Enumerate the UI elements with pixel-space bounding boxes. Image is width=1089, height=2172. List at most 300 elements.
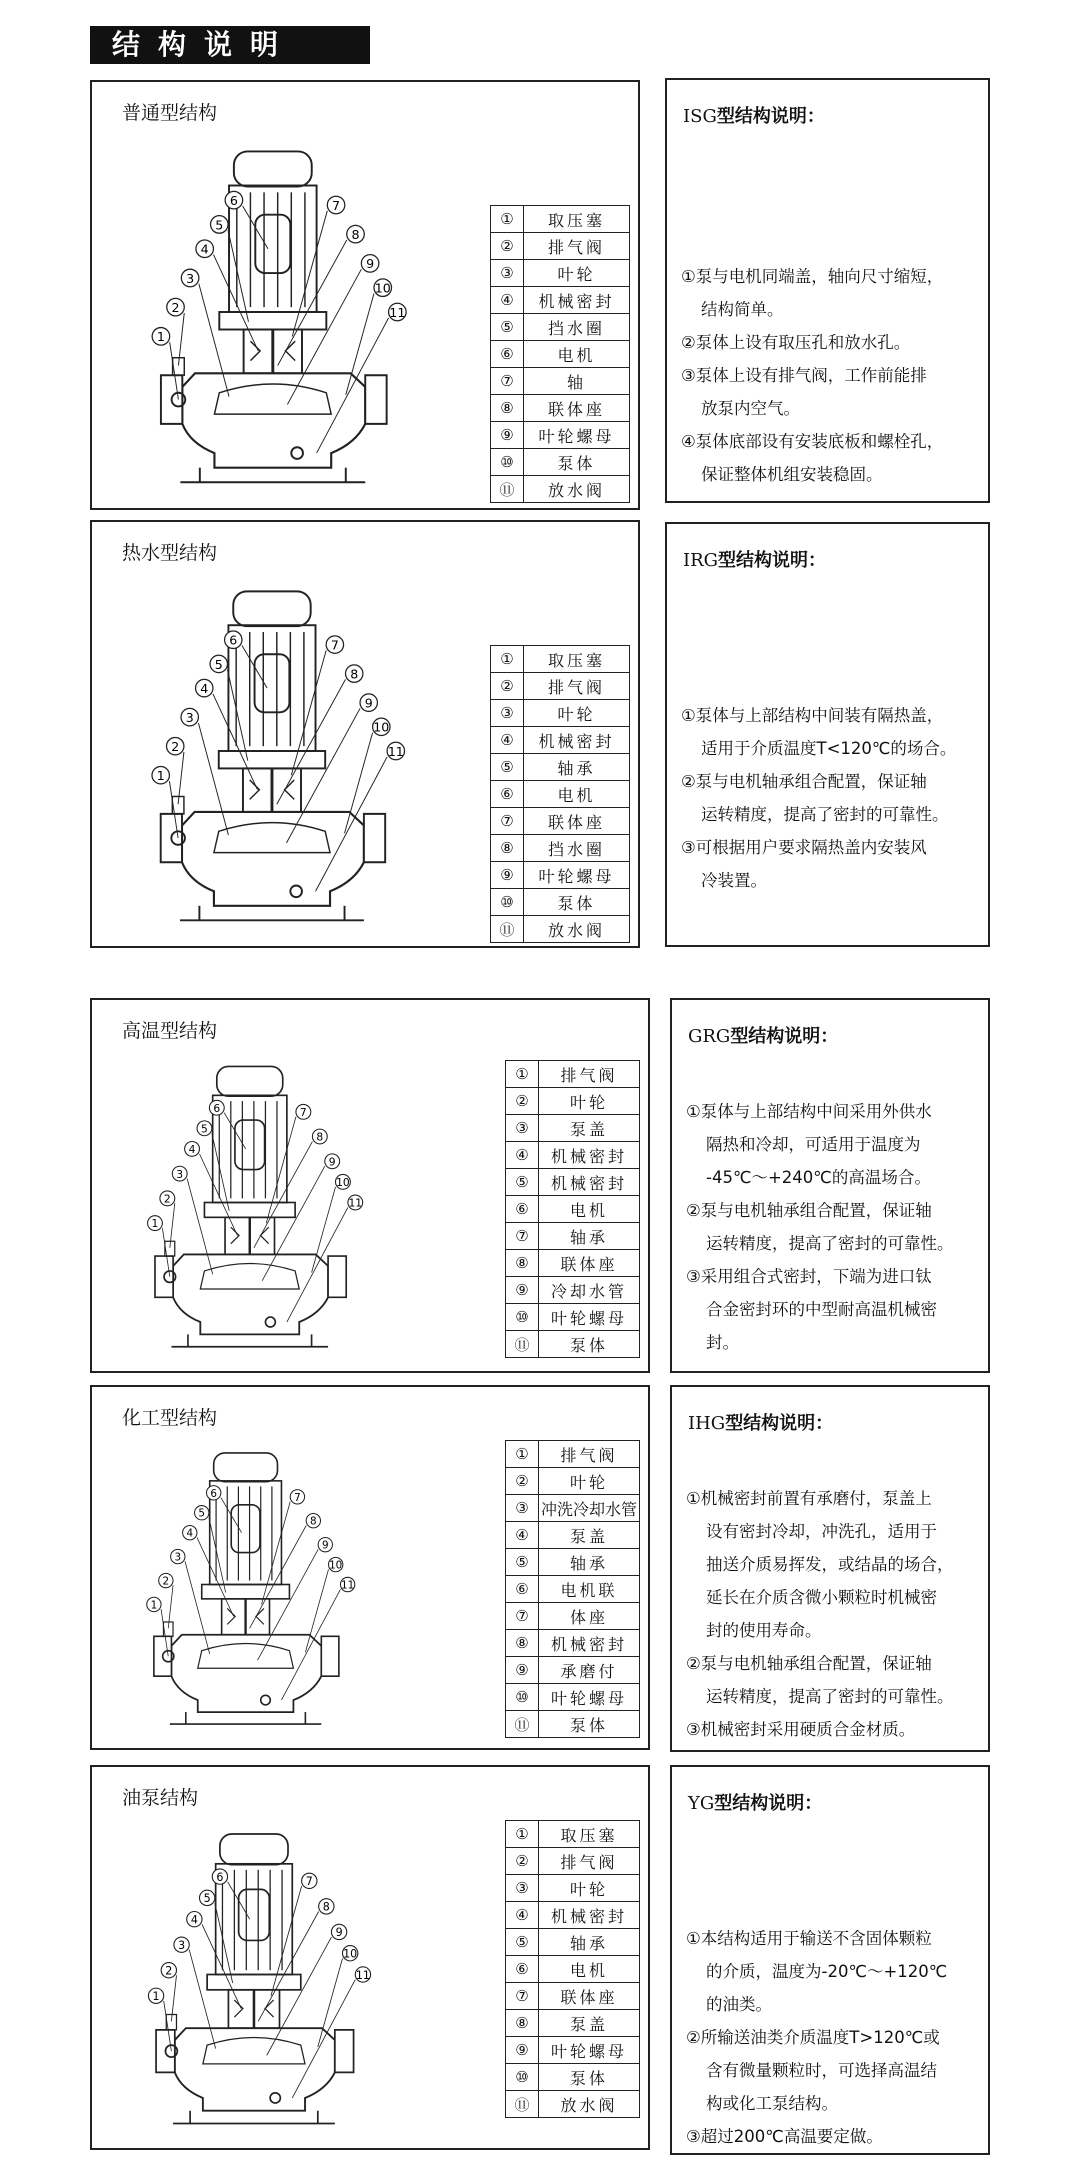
parts-row xyxy=(491,422,630,449)
part-number: ⑦ xyxy=(506,1603,539,1630)
description-lines xyxy=(686,1922,978,2153)
outlet-flange xyxy=(321,1636,339,1676)
parts-row xyxy=(491,476,630,503)
part-number: ④ xyxy=(491,727,524,754)
part-number: ① xyxy=(491,646,524,673)
part-number: ⑨ xyxy=(491,422,524,449)
parts-row xyxy=(491,368,630,395)
title-suffix: 型结构说明： xyxy=(730,1026,839,1047)
part-number: ⑥ xyxy=(506,1956,539,1983)
part-number: ⑨ xyxy=(491,862,524,889)
parts-row xyxy=(506,1468,640,1495)
parts-row xyxy=(506,2010,640,2037)
callout-number: 8 xyxy=(322,1900,330,1914)
part-number: ③ xyxy=(506,1115,539,1142)
parts-row xyxy=(506,2091,640,2118)
diagram-title: 化工型结构 xyxy=(122,1407,218,1429)
callout-number: 1 xyxy=(156,329,165,345)
part-name: 机械密封 xyxy=(539,1630,640,1657)
parts-row xyxy=(506,1657,640,1684)
part-name: 叶轮 xyxy=(539,1088,640,1115)
callout-number: 1 xyxy=(156,768,165,784)
parts-row xyxy=(491,727,630,754)
part-number: ⑨ xyxy=(506,1277,539,1304)
parts-row xyxy=(506,1441,640,1468)
part-number: ⑩ xyxy=(506,1304,539,1331)
part-number: ⑩ xyxy=(491,449,524,476)
callout-number: 11 xyxy=(387,743,404,759)
motor-fan-cover xyxy=(233,591,310,626)
motor-flange xyxy=(204,1203,295,1218)
pump-casing xyxy=(182,373,365,467)
part-name: 排气阀 xyxy=(524,233,630,260)
part-number: ⑥ xyxy=(506,1196,539,1223)
callout-number: 7 xyxy=(305,1875,313,1889)
pump-diagram xyxy=(122,572,412,930)
parts-row xyxy=(506,1983,640,2010)
part-number: ⑥ xyxy=(491,341,524,368)
part-name: 机械密封 xyxy=(539,1902,640,1929)
part-name: 挡水圈 xyxy=(524,314,630,341)
description-line: 含有微量颗粒时，可选择高温结 xyxy=(706,2061,937,2080)
pump-drawing xyxy=(148,1834,370,2123)
callout-number: 4 xyxy=(200,241,209,257)
terminal-box xyxy=(255,654,290,712)
part-name: 轴承 xyxy=(539,1929,640,1956)
callout-number: 7 xyxy=(332,197,341,213)
part-name: 泵盖 xyxy=(539,2010,640,2037)
pump-drawing xyxy=(152,151,406,482)
callout-number: 10 xyxy=(336,1176,350,1190)
description-line: ③可根据用户要求隔热盖内安装风 xyxy=(681,838,927,857)
callout-number: 10 xyxy=(374,280,391,296)
callout-number: 11 xyxy=(348,1196,363,1210)
part-name: 放水阀 xyxy=(539,2091,640,2118)
model-code: IRG xyxy=(683,550,719,571)
callout-number: 11 xyxy=(341,1579,355,1592)
callout-number: 9 xyxy=(335,1926,343,1940)
callout-number: 9 xyxy=(364,695,373,711)
title-suffix: 型结构说明： xyxy=(725,1413,834,1434)
callout-number: 1 xyxy=(150,1599,158,1612)
parts-row xyxy=(506,1223,640,1250)
description-title xyxy=(688,1789,822,1815)
part-name: 冲洗冷却水管 xyxy=(539,1495,640,1522)
description-line: 隔热和冷却，可适用于温度为 xyxy=(706,1135,921,1154)
part-name: 叶轮螺母 xyxy=(524,862,630,889)
part-name: 叶轮螺母 xyxy=(539,1304,640,1331)
description-line: ①泵体与上部结构中间采用外供水 xyxy=(686,1102,932,1121)
part-name: 电机 xyxy=(539,1956,640,1983)
parts-table xyxy=(505,1440,640,1738)
part-name: 电机 xyxy=(539,1196,640,1223)
parts-row xyxy=(506,1576,640,1603)
part-number: ⑤ xyxy=(506,1169,539,1196)
part-number: ⑤ xyxy=(506,1929,539,1956)
callout-number: 4 xyxy=(190,1913,198,1927)
callout-number: 9 xyxy=(366,256,375,272)
description-panel xyxy=(670,998,990,1373)
parts-row xyxy=(506,1875,640,1902)
description-line: ①泵体与上部结构中间装有隔热盖， xyxy=(681,706,944,725)
callout-number: 8 xyxy=(351,227,360,243)
parts-row xyxy=(491,781,630,808)
part-number: ① xyxy=(506,1061,539,1088)
callout-number: 4 xyxy=(200,680,209,696)
pump-diagram xyxy=(122,1050,369,1355)
callout-number: 7 xyxy=(294,1491,301,1504)
motor-flange xyxy=(219,751,325,768)
part-name: 排气阀 xyxy=(539,1848,640,1875)
part-number: ② xyxy=(506,1088,539,1115)
part-number: ③ xyxy=(506,1875,539,1902)
pump-casing xyxy=(182,812,364,906)
callout-number: 2 xyxy=(171,739,180,754)
part-name: 轴 xyxy=(524,368,630,395)
part-number: ① xyxy=(506,1821,539,1848)
terminal-box xyxy=(239,1889,270,1940)
description-lines xyxy=(681,260,978,491)
parts-row xyxy=(506,1603,640,1630)
motor-fan-cover xyxy=(234,151,312,186)
part-number: ⑪ xyxy=(491,916,524,943)
parts-row xyxy=(491,808,630,835)
description-line: 封。 xyxy=(706,1333,739,1352)
terminal-box xyxy=(255,215,290,273)
callout-number: 3 xyxy=(174,1551,182,1564)
part-name: 轴承 xyxy=(539,1223,640,1250)
part-name: 冷却水管 xyxy=(539,1277,640,1304)
part-name: 联体座 xyxy=(539,1250,640,1277)
callout-number: 6 xyxy=(210,1487,217,1500)
description-line: 抽送介质易挥发，或结晶的场合， xyxy=(706,1555,954,1574)
part-number: ⑥ xyxy=(506,1576,539,1603)
callout-number: 11 xyxy=(389,304,406,320)
part-number: ⑩ xyxy=(506,1684,539,1711)
parts-row xyxy=(506,1250,640,1277)
parts-row xyxy=(506,1277,640,1304)
parts-row xyxy=(506,1088,640,1115)
parts-row xyxy=(491,314,630,341)
callout-number: 3 xyxy=(176,1167,184,1181)
description-line: 适用于介质温度T<120℃的场合。 xyxy=(701,739,957,758)
parts-row xyxy=(506,1630,640,1657)
description-line: ②泵体上设有取压孔和放水孔。 xyxy=(681,333,911,352)
description-line: 的介质，温度为-20℃～+120℃ xyxy=(706,1962,948,1981)
part-number: ⑤ xyxy=(506,1549,539,1576)
description-line: ②泵与电机轴承组合配置，保证轴 xyxy=(686,1201,932,1220)
part-number: ⑥ xyxy=(491,781,524,808)
description-line: -45℃～+240℃的高温场合。 xyxy=(706,1168,931,1187)
part-name: 泵盖 xyxy=(539,1115,640,1142)
model-code: IHG xyxy=(688,1413,726,1434)
description-title xyxy=(683,546,826,572)
title-suffix: 型结构说明： xyxy=(716,106,825,127)
description-line: ①泵与电机同端盖，轴向尺寸缩短， xyxy=(681,267,944,286)
part-name: 泵体 xyxy=(539,1711,640,1738)
part-name: 轴承 xyxy=(539,1549,640,1576)
parts-row xyxy=(506,1848,640,1875)
callout-number: 7 xyxy=(330,637,339,653)
parts-row xyxy=(506,2037,640,2064)
part-name: 放水阀 xyxy=(524,476,630,503)
description-line: ③超过200℃高温要定做。 xyxy=(686,2127,883,2146)
parts-row xyxy=(491,889,630,916)
parts-row xyxy=(506,2064,640,2091)
part-name: 体座 xyxy=(539,1603,640,1630)
part-name: 取压塞 xyxy=(539,1821,640,1848)
description-line: ③采用组合式密封，下端为进口钛 xyxy=(686,1267,932,1286)
callout-number: 5 xyxy=(214,656,223,672)
motor-fan-cover xyxy=(217,1066,283,1096)
part-number: ④ xyxy=(506,1522,539,1549)
parts-row xyxy=(506,1956,640,1983)
parts-row xyxy=(506,1821,640,1848)
motor-flange xyxy=(207,1975,301,1990)
part-number: ⑦ xyxy=(506,1223,539,1250)
pump-drawing xyxy=(148,1066,363,1346)
outlet-flange xyxy=(365,375,386,424)
pump-drawing xyxy=(152,591,405,920)
callout-number: 5 xyxy=(201,1122,208,1136)
description-line: 合金密封环的中型耐高温机械密 xyxy=(706,1300,937,1319)
part-name: 叶轮螺母 xyxy=(524,422,630,449)
parts-row xyxy=(506,1331,640,1358)
part-name: 排气阀 xyxy=(539,1441,640,1468)
part-number: ② xyxy=(491,673,524,700)
parts-row xyxy=(506,1169,640,1196)
pump-drawing xyxy=(147,1453,355,1724)
callout-number: 5 xyxy=(203,1892,211,1906)
part-number: ③ xyxy=(491,700,524,727)
part-number: ⑧ xyxy=(491,395,524,422)
parts-row xyxy=(506,1684,640,1711)
description-line: 延长在介质含微小颗粒时机械密 xyxy=(706,1588,937,1607)
part-name: 联体座 xyxy=(524,808,630,835)
parts-table xyxy=(505,1060,640,1358)
description-line: 运转精度，提高了密封的可靠性。 xyxy=(706,1687,954,1706)
description-line: ①本结构适用于输送不含固体颗粒 xyxy=(686,1929,932,1948)
description-title xyxy=(688,1022,838,1048)
part-number: ⑦ xyxy=(506,1983,539,2010)
part-number: ⑤ xyxy=(491,754,524,781)
part-number: ⑪ xyxy=(506,1331,539,1358)
part-number: ② xyxy=(506,1848,539,1875)
part-name: 排气阀 xyxy=(539,1061,640,1088)
callout-number: 1 xyxy=(152,1990,160,2004)
parts-row xyxy=(491,673,630,700)
description-title xyxy=(683,102,825,128)
part-name: 放水阀 xyxy=(524,916,630,943)
parts-row xyxy=(491,646,630,673)
callout-number: 6 xyxy=(216,1870,224,1884)
part-name: 叶轮螺母 xyxy=(539,2037,640,2064)
outlet-flange xyxy=(328,1256,346,1297)
motor-flange xyxy=(202,1585,290,1599)
part-name: 机械密封 xyxy=(524,727,630,754)
callout-number: 9 xyxy=(328,1155,336,1169)
parts-row xyxy=(506,1549,640,1576)
callout-number: 11 xyxy=(355,1968,370,1982)
parts-row xyxy=(506,1495,640,1522)
description-panel xyxy=(665,78,990,503)
part-number: ① xyxy=(491,206,524,233)
title-suffix: 型结构说明： xyxy=(718,550,827,571)
description-title xyxy=(688,1409,833,1435)
parts-row xyxy=(491,449,630,476)
part-name: 取压塞 xyxy=(524,646,630,673)
part-name: 泵体 xyxy=(524,449,630,476)
part-number: ⑧ xyxy=(491,835,524,862)
callout-number: 3 xyxy=(186,270,195,286)
callout-number: 4 xyxy=(186,1527,194,1540)
description-line: 放泵内空气。 xyxy=(701,399,800,418)
parts-table xyxy=(490,205,630,503)
diagram-title: 油泵结构 xyxy=(122,1787,199,1809)
part-name: 泵体 xyxy=(524,889,630,916)
part-number: ⑩ xyxy=(491,889,524,916)
part-name: 叶轮 xyxy=(524,700,630,727)
part-number: ① xyxy=(506,1441,539,1468)
part-number: ④ xyxy=(506,1142,539,1169)
parts-row xyxy=(491,260,630,287)
description-line: ①机械密封前置有承磨付，泵盖上 xyxy=(686,1489,932,1508)
callout-number: 10 xyxy=(343,1947,358,1961)
description-line: 运转精度，提高了密封的可靠性。 xyxy=(701,805,949,824)
callout-number: 8 xyxy=(316,1130,324,1144)
parts-row xyxy=(491,395,630,422)
outlet-flange xyxy=(364,814,385,862)
part-name: 叶轮 xyxy=(539,1875,640,1902)
callout-number: 3 xyxy=(178,1938,186,1952)
callout-number: 10 xyxy=(329,1559,343,1572)
parts-row xyxy=(506,1902,640,1929)
parts-row xyxy=(491,916,630,943)
part-name: 叶轮螺母 xyxy=(539,1684,640,1711)
description-line: ③泵体上设有排气阀，工作前能排 xyxy=(681,366,927,385)
part-number: ⑦ xyxy=(491,368,524,395)
part-name: 电机联 xyxy=(539,1576,640,1603)
callout-number: 2 xyxy=(165,1964,173,1978)
motor-flange xyxy=(219,312,326,330)
pump-diagram xyxy=(122,1437,361,1732)
description-lines xyxy=(686,1482,978,1746)
part-name: 排气阀 xyxy=(524,673,630,700)
part-number: ③ xyxy=(506,1495,539,1522)
part-number: ④ xyxy=(506,1902,539,1929)
parts-row xyxy=(506,1142,640,1169)
pump-casing xyxy=(171,1635,321,1712)
parts-row xyxy=(491,835,630,862)
callout-number: 8 xyxy=(310,1515,317,1528)
parts-row xyxy=(491,700,630,727)
callout-number: 10 xyxy=(373,719,390,735)
diagram-title: 高温型结构 xyxy=(122,1020,218,1042)
parts-row xyxy=(506,1304,640,1331)
part-name: 轴承 xyxy=(524,754,630,781)
parts-row xyxy=(506,1115,640,1142)
part-number: ⑪ xyxy=(491,476,524,503)
description-lines xyxy=(681,699,978,897)
parts-row xyxy=(506,1711,640,1738)
callout-number: 1 xyxy=(151,1217,159,1231)
description-line: 保证整体机组安装稳固。 xyxy=(701,465,883,484)
pump-diagram xyxy=(122,1817,377,2132)
description-lines xyxy=(686,1095,978,1359)
part-name: 挡水圈 xyxy=(524,835,630,862)
part-name: 机械密封 xyxy=(539,1169,640,1196)
model-code: YG xyxy=(688,1793,715,1814)
description-line: 构或化工泵结构。 xyxy=(706,2094,838,2113)
callout-number: 9 xyxy=(322,1539,329,1552)
description-line: ②泵与电机轴承组合配置，保证轴 xyxy=(681,772,927,791)
part-number: ④ xyxy=(491,287,524,314)
part-name: 泵体 xyxy=(539,1331,640,1358)
part-name: 泵体 xyxy=(539,2064,640,2091)
motor-fan-cover xyxy=(214,1453,278,1482)
title-suffix: 型结构说明： xyxy=(714,1793,823,1814)
description-line: 运转精度，提高了密封的可靠性。 xyxy=(706,1234,954,1253)
part-name: 叶轮 xyxy=(539,1468,640,1495)
diagram-title: 热水型结构 xyxy=(122,542,218,564)
callout-number: 6 xyxy=(229,632,238,648)
parts-row xyxy=(506,1061,640,1088)
parts-row xyxy=(491,754,630,781)
description-line: 结构简单。 xyxy=(701,300,784,319)
motor-fan-cover xyxy=(220,1834,288,1865)
callout-number: 5 xyxy=(215,217,224,233)
callout-number: 2 xyxy=(162,1575,170,1588)
description-panel xyxy=(670,1385,990,1752)
parts-row xyxy=(506,1196,640,1223)
part-number: ⑦ xyxy=(491,808,524,835)
parts-row xyxy=(506,1522,640,1549)
part-name: 联体座 xyxy=(539,1983,640,2010)
part-number: ⑧ xyxy=(506,1250,539,1277)
part-name: 泵盖 xyxy=(539,1522,640,1549)
parts-table xyxy=(490,645,630,943)
callout-number: 2 xyxy=(171,300,180,315)
part-number: ② xyxy=(491,233,524,260)
section-header: 结构说明 xyxy=(90,26,370,64)
terminal-box xyxy=(235,1120,265,1169)
part-number: ② xyxy=(506,1468,539,1495)
parts-row xyxy=(491,341,630,368)
part-name: 机械密封 xyxy=(539,1142,640,1169)
model-code: GRG xyxy=(688,1026,731,1047)
model-code: ISG xyxy=(683,106,717,127)
callout-number: 3 xyxy=(185,709,194,725)
pump-casing xyxy=(175,2028,335,2111)
outlet-flange xyxy=(335,2030,354,2073)
description-line: ②所输送油类介质温度T>120℃或 xyxy=(686,2028,940,2047)
callout-number: 5 xyxy=(198,1507,206,1520)
description-line: ④泵体底部设有安装底板和螺栓孔， xyxy=(681,432,944,451)
callout-number: 7 xyxy=(299,1105,307,1119)
terminal-box xyxy=(231,1505,260,1553)
description-panel xyxy=(670,1765,990,2155)
part-name: 取压塞 xyxy=(524,206,630,233)
part-number: ⑪ xyxy=(506,2091,539,2118)
part-name: 电机 xyxy=(524,781,630,808)
callout-number: 8 xyxy=(350,666,359,682)
parts-row xyxy=(491,862,630,889)
part-name: 联体座 xyxy=(524,395,630,422)
part-name: 叶轮 xyxy=(524,260,630,287)
description-line: 的油类。 xyxy=(706,1995,772,2014)
parts-row xyxy=(506,1929,640,1956)
parts-table xyxy=(505,1820,640,2118)
